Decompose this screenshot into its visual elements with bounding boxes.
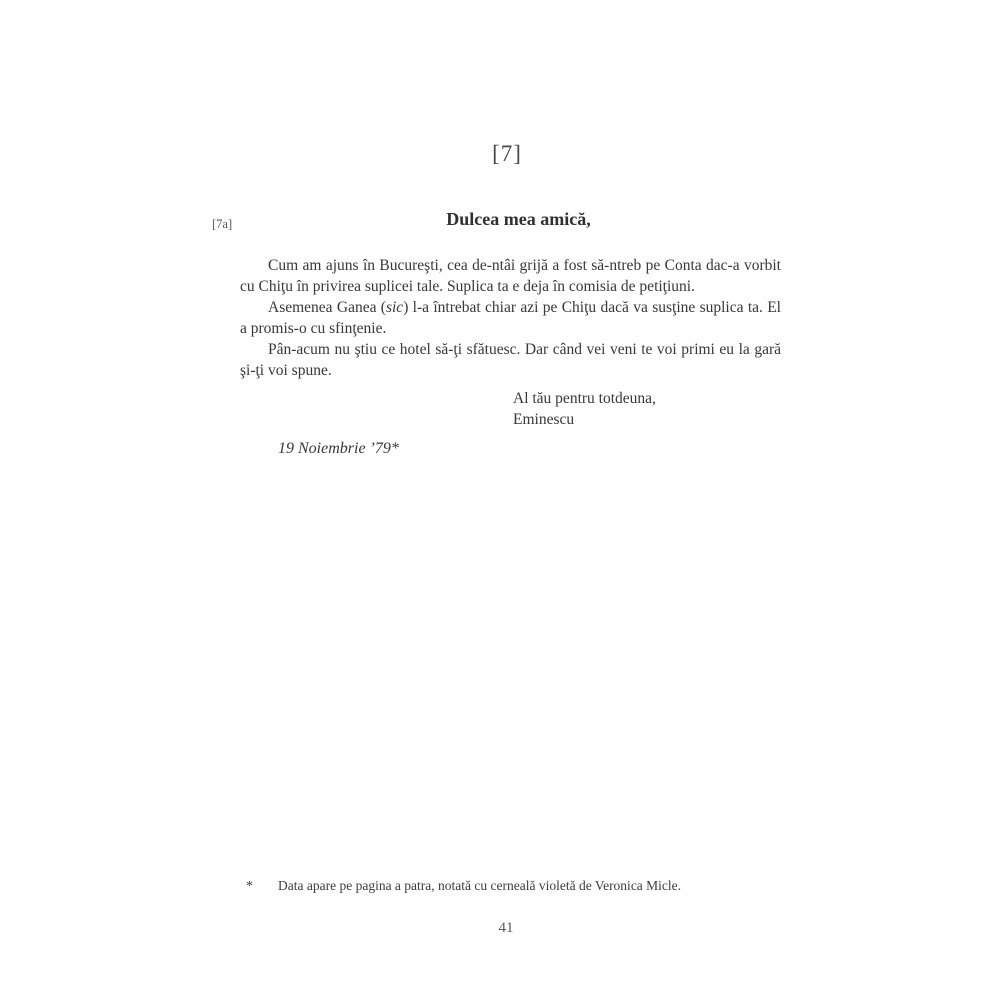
letter-body <box>240 255 781 381</box>
page-number: 41 <box>498 920 514 936</box>
footnote-text: Data apare pe pagina a patra, notată cu cerneală violetă de Veronica Micle. <box>278 878 682 893</box>
paragraph-segment: ) l-a întrebat chiar azi pe Chiţu dacă va susţine suplica ta. El a promis-o cu sfinţenie. <box>240 299 781 337</box>
section-number: [7] <box>492 141 522 166</box>
closing-line: Al tău pentru totdeuna, <box>513 390 656 407</box>
paragraph: Cum am ajuns în Bucureşti, cea de-ntâi grijă a fost să-ntreb pe Conta dac-a vorbit cu Chiţu în privirea suplicei tale. Suplica ta e deja în comisia de petiţiuni. <box>240 257 781 295</box>
paragraph <box>240 297 781 339</box>
footnote <box>246 878 786 895</box>
margin-label: [7a] <box>212 217 233 231</box>
closing-block <box>513 388 656 430</box>
paragraph: Pân-acum nu ştiu ce hotel să-ţi sfătuesc. Dar când vei veni te voi primi eu la gară şi-ţi voi spune. <box>240 341 781 379</box>
paragraph-segment: Asemenea Ganea ( <box>268 299 386 316</box>
salutation: Dulcea mea amică, <box>446 209 591 229</box>
signature: Eminescu <box>513 411 575 428</box>
date-line: 19 Noiembrie ’79* <box>278 440 399 457</box>
footnote-marker: * <box>246 879 253 894</box>
paragraph-segment-italic: sic <box>385 299 404 316</box>
